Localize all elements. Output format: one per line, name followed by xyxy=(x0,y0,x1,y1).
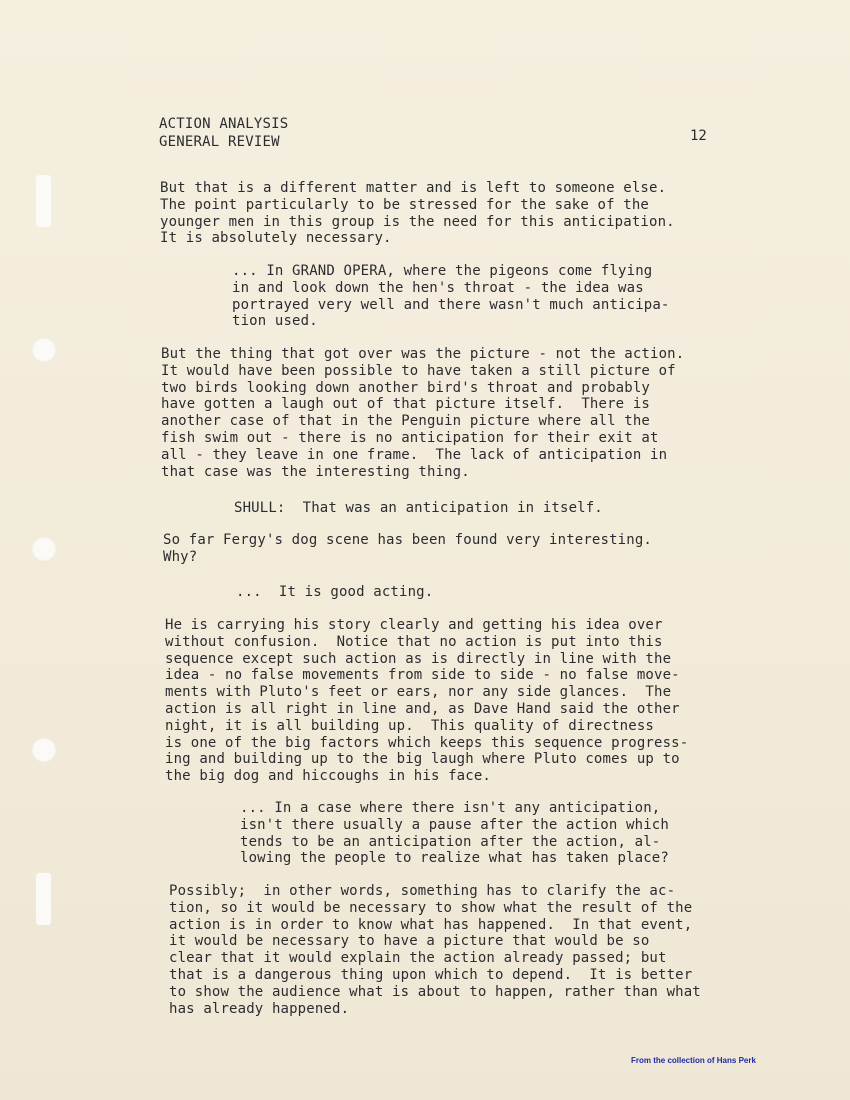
binder-strip-bottom xyxy=(36,873,51,925)
paragraph-1: But that is a different matter and is left to someone else. The point particularly to be stressed for the sake of the younger men in this group is the need for this anticipation. It is absolutely necessary. xyxy=(160,180,675,247)
punch-hole-2 xyxy=(32,537,56,561)
header-title: ACTION ANALYSIS xyxy=(159,116,289,132)
document-header xyxy=(159,115,288,151)
question-grand-opera: ... In GRAND OPERA, where the pigeons come flying in and look down the hen's throat - the idea was portrayed very well and there wasn't much anticipa- tion used. xyxy=(232,263,670,330)
answer-good-acting: ... It is good acting. xyxy=(236,584,434,600)
punch-hole-1 xyxy=(32,338,56,362)
page-number: 12 xyxy=(690,128,707,144)
collection-credit: From the collection of Hans Perk xyxy=(631,1056,756,1065)
paragraph-possibly: Possibly; in other words, something has to clarify the ac- tion, so it would be necessary to show what the result of the action is in order to know what has happened. In that event, it would be necessary to have a picture that would be so clear that it would explain the action already passed; but that is a dangerous thing upon which to depend. It is better to show the audience what is about to happen, rather than what has already happened. xyxy=(169,883,701,1017)
question-pause-after-action: ... In a case where there isn't any anticipation, isn't there usually a pause after the action which tends to be an anticipation after the action, al- lowing the people to realize what has taken place? xyxy=(240,800,669,867)
paragraph-picture-vs-action: But the thing that got over was the picture - not the action. It would have been possible to have taken a still picture of two birds looking down another bird's throat and probably have gotten a laugh out of that picture itself. There is another case of that in the Penguin picture where all the fish swim out - there is no anticipation for their exit at all - they leave in one frame. The lack of anticipation in that case was the interesting thing. xyxy=(161,346,685,480)
paragraph-directness: He is carrying his story clearly and getting his idea over without confusion. Notice that no action is put into this sequence except such action as is directly in line with the idea - no false movements from side to side - no false move- ments with Pluto's feet or ears, nor any side glances. The action is all right in line and, as Dave Hand said the other night, it is all building up. This quality of directness is one of the big factors which keeps this sequence progress- ing and building up to the big laugh where Pluto comes up to the big dog and hiccoughs in his face. xyxy=(165,617,689,785)
paragraph-fergy-dog-scene: So far Fergy's dog scene has been found very interesting. Why? xyxy=(163,532,652,565)
punch-hole-3 xyxy=(32,738,56,762)
binder-strip-top xyxy=(36,175,51,227)
header-subtitle: GENERAL REVIEW xyxy=(159,134,280,150)
shull-remark: SHULL: That was an anticipation in itself. xyxy=(234,500,603,516)
